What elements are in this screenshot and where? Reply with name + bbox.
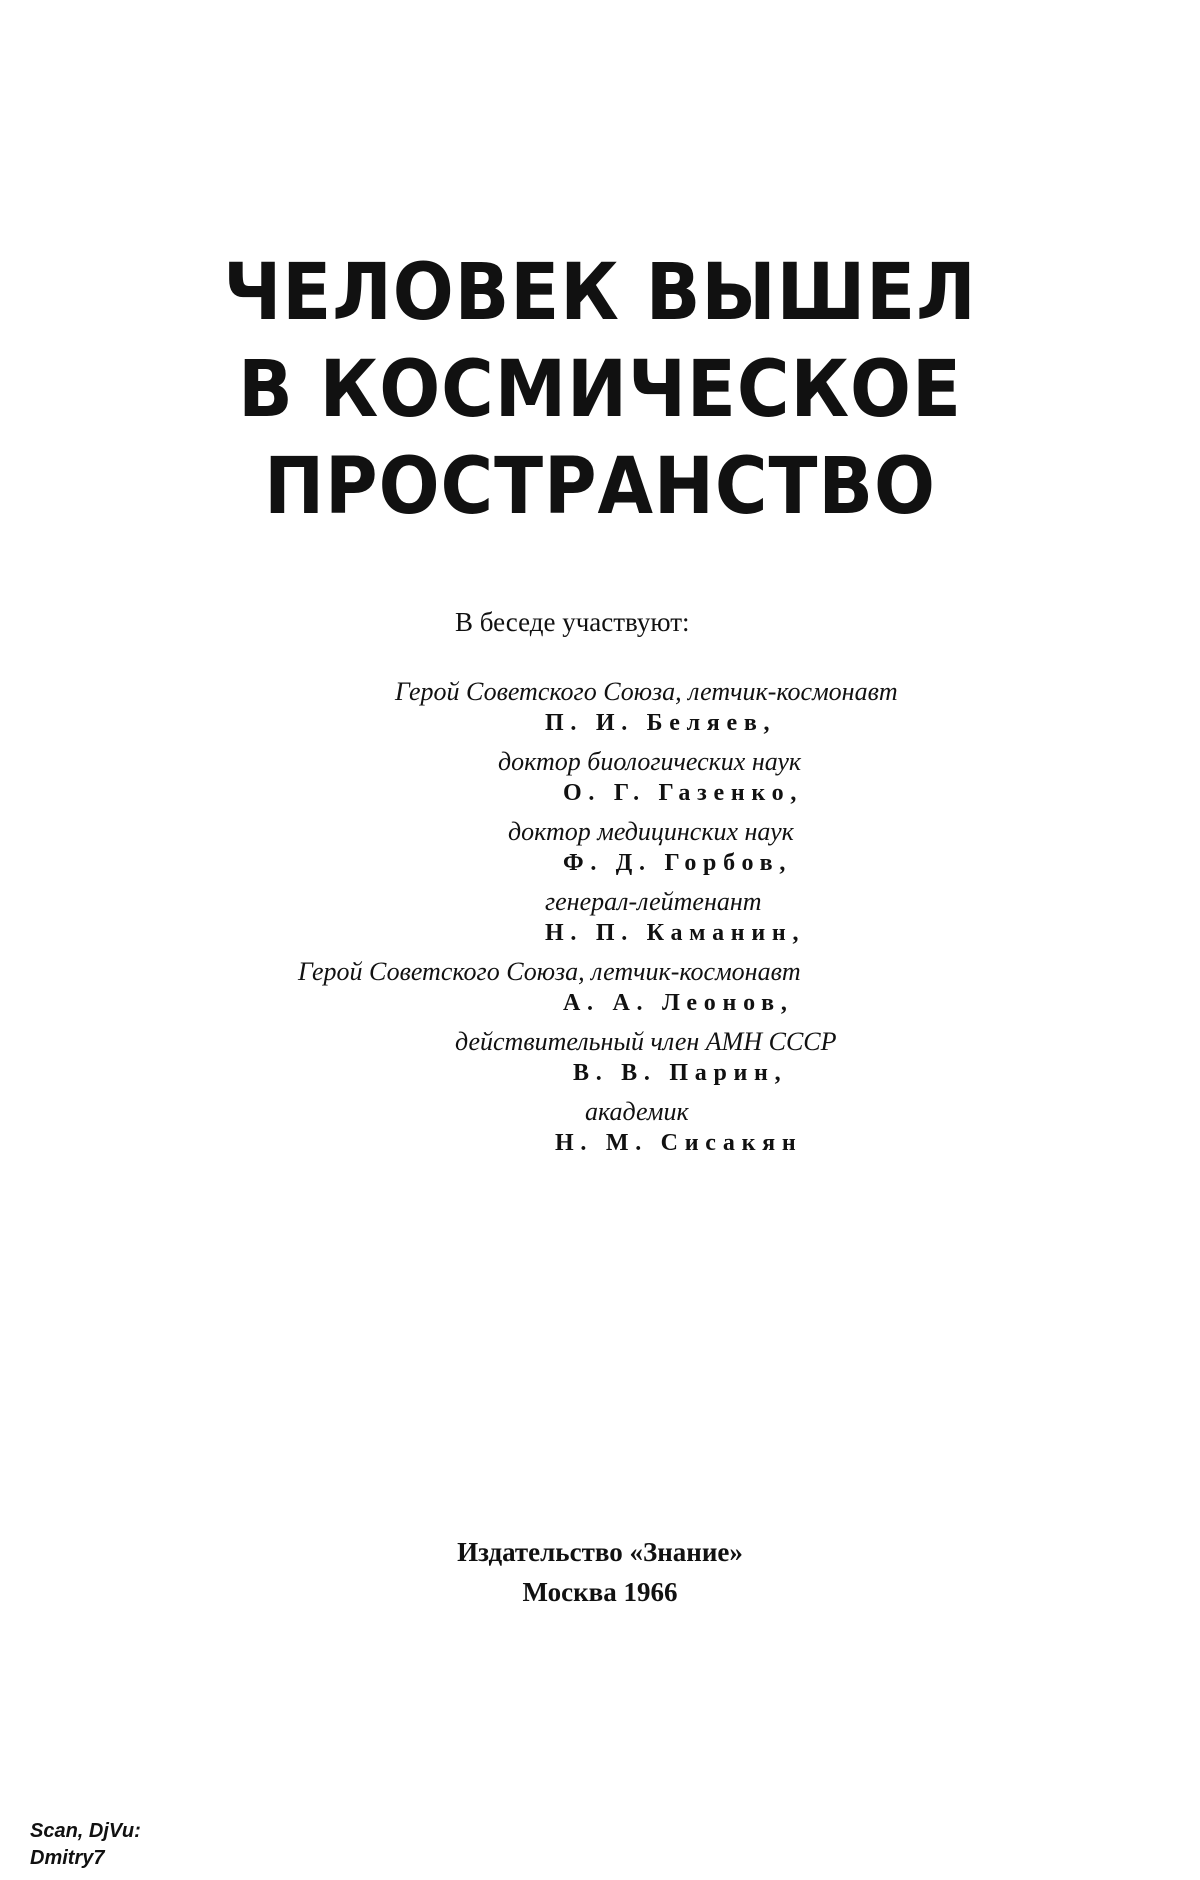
participants-intro: В беседе участвуют: — [455, 607, 690, 637]
participant-role: доктор биологических наук — [498, 747, 802, 776]
participant-entry — [508, 816, 794, 878]
participant-entry — [455, 1026, 837, 1088]
participant-name: Н. М. Сисакян — [555, 1130, 803, 1156]
participant-entry — [555, 1096, 802, 1158]
participant-role: доктор медицинских наук — [508, 817, 794, 846]
publisher-name: Издательство «Знание» — [457, 1537, 743, 1567]
participant-entry — [298, 956, 801, 1018]
participant-entry — [498, 746, 803, 808]
title-line-1: ЧЕЛОВЕК ВЫШЕЛ — [223, 248, 977, 338]
participant-role: академик — [585, 1097, 689, 1126]
participant-role: Герой Советского Союза, летчик-космонавт — [395, 677, 898, 706]
title-line-2: В КОСМИЧЕСКОЕ — [238, 345, 962, 435]
participant-name: П. И. Беляев, — [545, 710, 777, 736]
book-title — [48, 245, 1152, 536]
participant-name: В. В. Парин, — [573, 1060, 788, 1086]
participant-name: А. А. Леонов, — [563, 990, 794, 1016]
scan-credit-line-2: Dmitry7 — [30, 1847, 105, 1869]
publisher-block — [0, 1532, 1200, 1612]
participant-name: Н. П. Каманин, — [545, 920, 806, 946]
title-line-3: ПРОСТРАНСТВО — [264, 442, 936, 532]
scan-credit-line-1: Scan, DjVu: — [30, 1820, 141, 1842]
participant-name: О. Г. Газенко, — [563, 780, 804, 806]
participant-entry — [545, 886, 805, 948]
participant-name: Ф. Д. Горбов, — [563, 850, 793, 876]
participant-role: действительный член АМН СССР — [455, 1027, 837, 1056]
participant-role: Герой Советского Союза, летчик-космонавт — [298, 957, 801, 986]
publisher-city-year: Москва 1966 — [522, 1577, 678, 1607]
scan-credit — [30, 1818, 141, 1872]
participant-entry — [395, 676, 898, 738]
participant-role: генерал-лейтенант — [545, 887, 762, 916]
